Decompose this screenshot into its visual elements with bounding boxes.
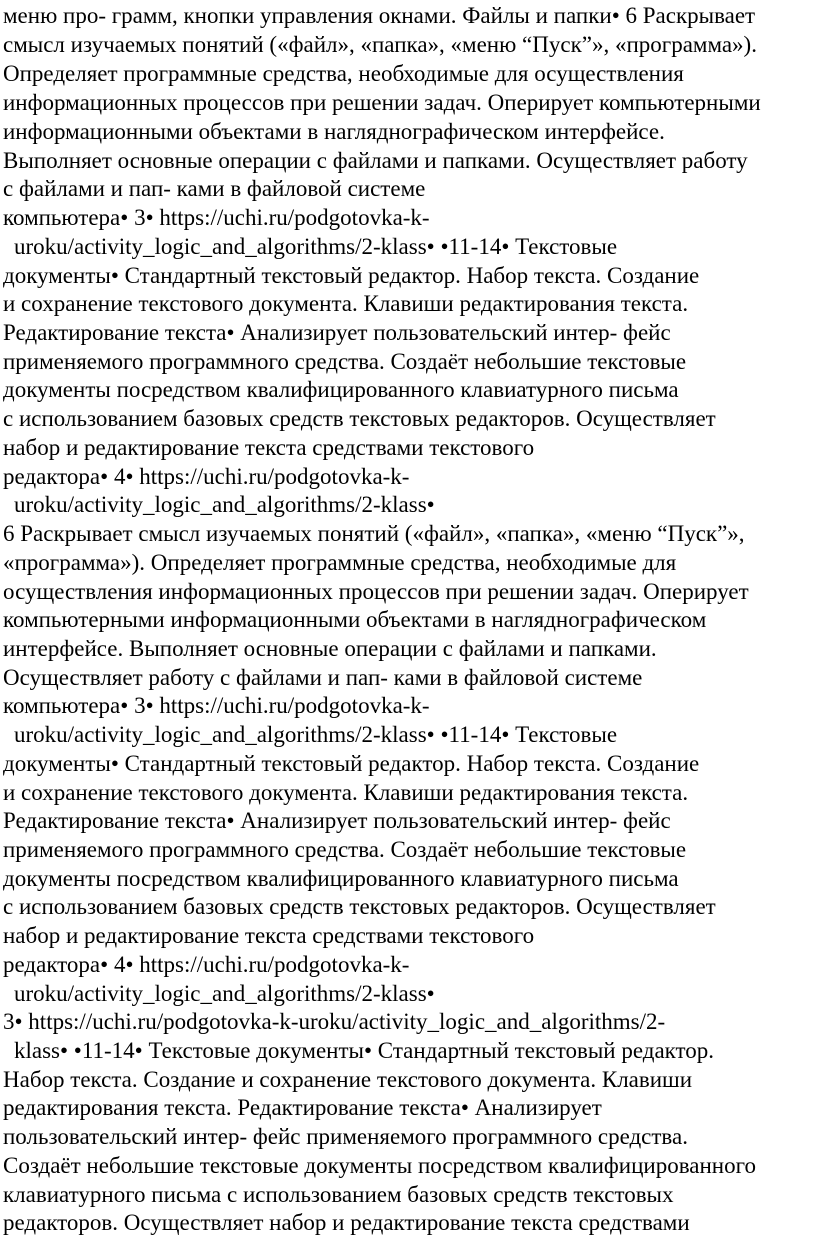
- text-line: uroku/activity_logic_and_algorithms/2-klass•: [14, 981, 435, 1006]
- text-line: компьютера• 3• https://uchi.ru/podgotovka-k-: [3, 693, 430, 718]
- text-line: набор и редактирование текста средствами текстового: [3, 923, 535, 948]
- text-line: klass• •11-14• Текстовые документы• Стандартный текстовый редактор.: [14, 1038, 715, 1063]
- text-line: набор и редактирование текста средствами текстового: [3, 435, 535, 460]
- text-line: документы посредством квалифицированного клавиатурного письма: [3, 377, 679, 402]
- text-line: информационных процессов при решении задач. Оперирует компьютерными: [3, 90, 761, 115]
- text-line: uroku/activity_logic_and_algorithms/2-klass•: [14, 492, 435, 517]
- text-line: uroku/activity_logic_and_algorithms/2-klass• •11-14• Текстовые: [14, 234, 618, 259]
- text-line: и сохранение текстового документа. Клавиши редактирования текста.: [3, 291, 689, 316]
- text-line: применяемого программного средства. Создаёт небольшие текстовые: [3, 349, 687, 374]
- text-line: Создаёт небольшие текстовые документы посредством квалифицированного: [3, 1153, 756, 1178]
- text-line: редактора• 4• https://uchi.ru/podgotovka-k-: [3, 464, 410, 489]
- text-line: и сохранение текстового документа. Клавиши редактирования текста.: [3, 780, 689, 805]
- text-line: Выполняет основные операции с файлами и папками. Осуществляет работу: [3, 148, 748, 173]
- text-line: Редактирование текста• Анализирует пользовательский интер- фейс: [3, 320, 671, 345]
- text-line: Редактирование текста• Анализирует пользовательский интер- фейс: [3, 808, 671, 833]
- text-line: uroku/activity_logic_and_algorithms/2-klass• •11-14• Текстовые: [14, 722, 618, 747]
- text-line: клавиатурного письма с использованием базовых средств текстовых: [3, 1182, 674, 1207]
- text-line: 3• https://uchi.ru/podgotovka-k-uroku/activity_logic_and_algorithms/2-: [3, 1009, 666, 1034]
- text-line: документы• Стандартный текстовый редактор. Набор текста. Создание: [3, 263, 700, 288]
- text-line: с использованием базовых средств текстовых редакторов. Осуществляет: [3, 894, 716, 919]
- text-line: интерфейсе. Выполняет основные операции с файлами и папками.: [3, 636, 657, 661]
- text-line: документы• Стандартный текстовый редактор. Набор текста. Создание: [3, 751, 700, 776]
- text-line: меню про- грамм, кнопки управления окнами. Файлы и папки• 6 Раскрывает: [3, 3, 756, 28]
- text-line: с файлами и пап- ками в файловой системе: [3, 176, 426, 201]
- text-line: Осуществляет работу с файлами и пап- ками в файловой системе: [3, 665, 643, 690]
- text-line: «программа»). Определяет программные средства, необходимые для: [3, 550, 677, 575]
- text-line: смысл изучаемых понятий («файл», «папка», «меню “Пуск”», «программа»).: [3, 32, 757, 57]
- text-line: информационными объектами в нагляднографическом интерфейсе.: [3, 119, 665, 144]
- text-line: осуществления информационных процессов при решении задач. Оперирует: [3, 579, 749, 604]
- text-line: компьютерными информационными объектами в нагляднографическом: [3, 607, 707, 632]
- text-line: редакторов. Осуществляет набор и редактирование текста средствами: [3, 1210, 690, 1235]
- text-line: редактора• 4• https://uchi.ru/podgotovka-k-: [3, 952, 410, 977]
- text-line: применяемого программного средства. Создаёт небольшие текстовые: [3, 837, 687, 862]
- text-line: Определяет программные средства, необходимые для осуществления: [3, 61, 684, 86]
- text-line: 6 Раскрывает смысл изучаемых понятий («файл», «папка», «меню “Пуск”»,: [3, 521, 745, 546]
- text-line: пользовательский интер- фейс применяемого программного средства.: [3, 1124, 688, 1149]
- text-line: документы посредством квалифицированного клавиатурного письма: [3, 866, 679, 891]
- text-line: с использованием базовых средств текстовых редакторов. Осуществляет: [3, 406, 716, 431]
- text-line: Набор текста. Создание и сохранение текстового документа. Клавиши: [3, 1067, 693, 1092]
- text-line: редактирования текста. Редактирование текста• Анализирует: [3, 1095, 602, 1120]
- text-line: компьютера• 3• https://uchi.ru/podgotovka-k-: [3, 205, 430, 230]
